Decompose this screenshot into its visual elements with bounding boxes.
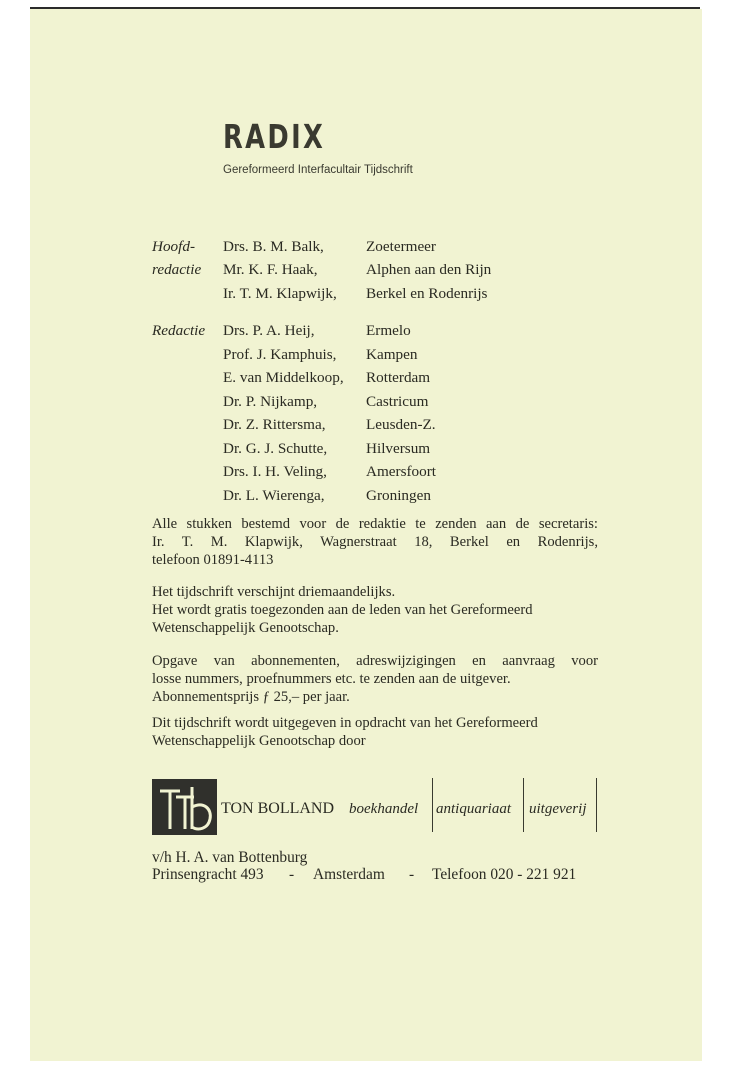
editor-name: Mr. K. F. Haak, xyxy=(223,261,318,278)
text-line: Ir. T. M. Klapwijk, Wagnerstraat 18, Berkel en Rodenrijs, xyxy=(152,534,598,550)
journal-title: RADIX xyxy=(223,117,326,156)
editor-place: Leusden-Z. xyxy=(366,416,436,433)
publisher-antiquariaat: antiquariaat xyxy=(436,801,512,817)
text-line: Alle stukken bestemd voor de redaktie te zenden aan de secretaris: xyxy=(152,516,598,532)
publisher-street: Prinsengracht 493 xyxy=(152,866,264,883)
address-separator: - xyxy=(289,866,295,883)
divider xyxy=(596,778,597,832)
frequency-paragraph xyxy=(152,583,598,637)
redactie-label: Redactie xyxy=(152,322,206,339)
subscription-paragraph xyxy=(152,652,598,706)
publisher-logo-icon xyxy=(152,779,217,835)
editor-name: Dr. Z. Rittersma, xyxy=(223,416,326,433)
text-line: Het wordt gratis toegezonden aan de leden van het Gereformeerd xyxy=(152,602,533,618)
editor-name: Drs. I. H. Veling, xyxy=(223,463,327,480)
editor-name: Ir. T. M. Klapwijk, xyxy=(223,285,337,302)
address-separator: - xyxy=(409,866,415,883)
editor-name: Dr. P. Nijkamp, xyxy=(223,393,318,410)
editor-name: E. van Middelkoop, xyxy=(223,369,344,386)
divider xyxy=(432,778,433,832)
publisher-intro-paragraph xyxy=(152,714,598,750)
journal-subtitle: Gereformeerd Interfacultair Tijdschrift xyxy=(223,164,413,176)
editor-place: Amersfoort xyxy=(366,463,437,480)
editor-place: Zoetermeer xyxy=(366,238,436,255)
text-line: Opgave van abonnementen, adreswijzigingen en aanvraag voor xyxy=(152,653,598,669)
editor-name: Drs. B. M. Balk, xyxy=(223,238,324,255)
editor-name: Drs. P. A. Heij, xyxy=(223,322,315,339)
editor-place: Alphen aan den Rijn xyxy=(366,261,492,278)
editor-place: Kampen xyxy=(366,346,418,363)
editor-place: Ermelo xyxy=(366,322,411,339)
divider xyxy=(523,778,524,832)
secretary-paragraph xyxy=(152,515,598,569)
publisher-boekhandel: boekhandel xyxy=(349,801,419,817)
editor-place: Groningen xyxy=(366,487,431,504)
text-line: Het tijdschrift verschijnt driemaandelijks. xyxy=(152,584,396,600)
editor-name: Prof. J. Kamphuis, xyxy=(223,346,337,363)
text-line: telefoon 01891-4113 xyxy=(152,552,274,568)
publisher-name: TON BOLLAND xyxy=(221,800,335,817)
text-line: Wetenschappelijk Genootschap. xyxy=(152,620,339,636)
publisher-uitgeverij: uitgeverij xyxy=(529,801,587,817)
publisher-city: Amsterdam xyxy=(313,866,385,883)
publisher-phone: Telefoon 020 - 221 921 xyxy=(432,866,577,883)
text-line: Abonnementsprijs ƒ 25,– per jaar. xyxy=(152,689,350,705)
text-line: Dit tijdschrift wordt uitgegeven in opdracht van het Gereformeerd xyxy=(152,715,538,731)
hoofdredactie-label-line1: Hoofd- xyxy=(152,238,196,255)
editor-name: Dr. G. J. Schutte, xyxy=(223,440,328,457)
text-line: losse nummers, proefnummers etc. te zenden aan de uitgever. xyxy=(152,671,511,687)
editor-place: Castricum xyxy=(366,393,429,410)
text-line: Wetenschappelijk Genootschap door xyxy=(152,733,366,749)
editor-place: Hilversum xyxy=(366,440,431,457)
publisher-former-name: v/h H. A. van Bottenburg xyxy=(152,849,308,866)
editor-name: Dr. L. Wierenga, xyxy=(223,487,325,504)
hoofdredactie-label-line2: redactie xyxy=(152,261,202,278)
editor-place: Rotterdam xyxy=(366,369,431,386)
editor-place: Berkel en Rodenrijs xyxy=(366,285,488,302)
